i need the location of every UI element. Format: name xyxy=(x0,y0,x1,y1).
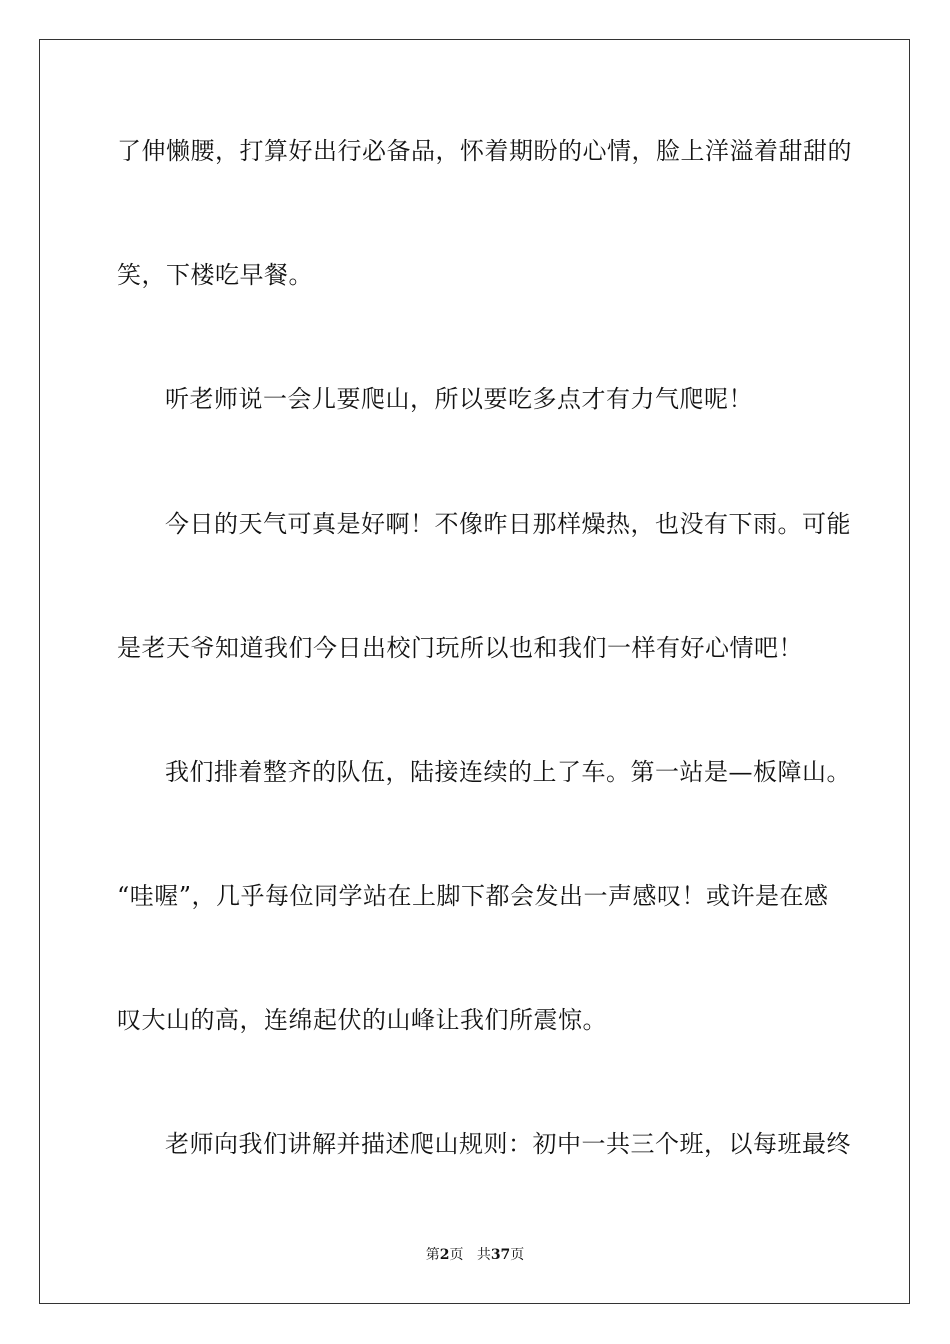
footer-total-number: 37 xyxy=(490,1247,511,1263)
text-line-4: 今日的天气可真是好啊！不像昨日那样燥热，也没有下雨。可能 xyxy=(165,510,851,538)
text-line-1: 了伸懒腰，打算好出行必备品，怀着期盼的心情，脸上洋溢着甜甜的 xyxy=(117,137,852,165)
text-line-3: 听老师说一会儿要爬山，所以要吃多点才有力气爬呢！ xyxy=(165,385,753,413)
text-line-6: 我们排着整齐的队伍，陆接连续的上了车。第一站是—板障山。 xyxy=(165,758,851,786)
text-line-8: 叹大山的高，连绵起伏的山峰让我们所震惊。 xyxy=(117,1006,607,1034)
page-border xyxy=(39,39,910,1304)
footer-page-prefix: 第 xyxy=(425,1247,440,1263)
text-line-5: 是老天爷知道我们今日出校门玩所以也和我们一样有好心情吧！ xyxy=(117,634,803,662)
text-line-7: “哇喔”，几乎每位同学站在上脚下都会发出一声感叹！或许是在感 xyxy=(117,882,829,910)
footer-total-prefix: 共 xyxy=(476,1247,491,1263)
text-line-9: 老师向我们讲解并描述爬山规则：初中一共三个班，以每班最终 xyxy=(165,1130,851,1158)
footer-total-suffix: 页 xyxy=(510,1247,525,1263)
footer-page-number: 2 xyxy=(439,1247,450,1263)
footer-page-suffix: 页 xyxy=(449,1247,464,1263)
page-footer xyxy=(0,1246,950,1264)
text-line-2: 笑，下楼吃早餐。 xyxy=(117,261,313,289)
